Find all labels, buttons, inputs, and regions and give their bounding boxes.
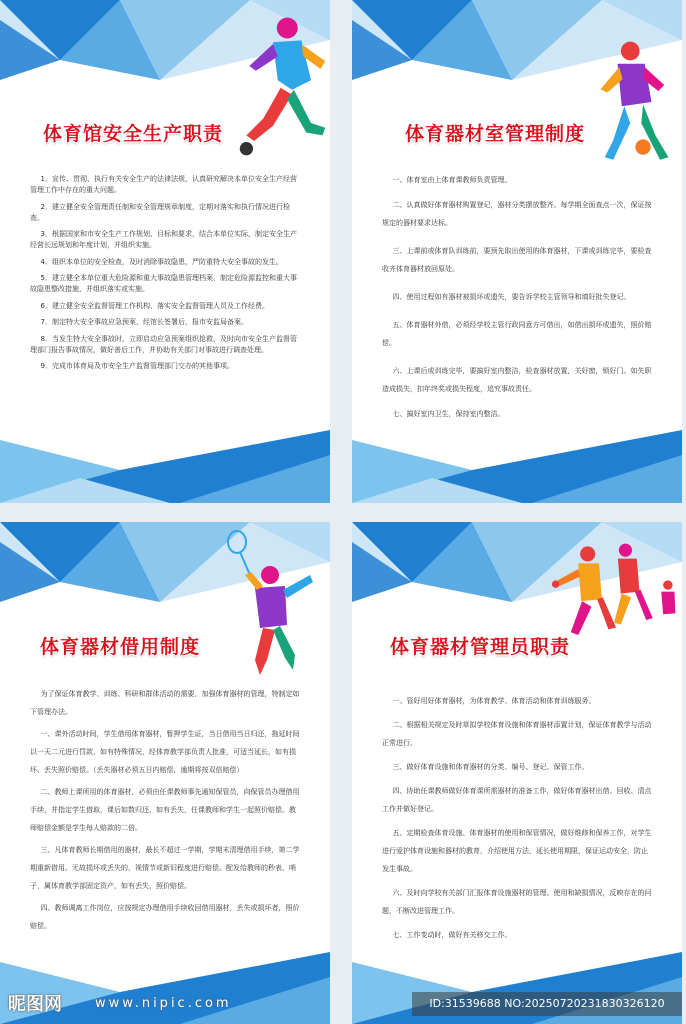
paragraph: 4．组织本单位的安全检查，及时消除事故隐患，严防重特大安全事故的发生。: [40, 257, 283, 266]
paragraph: 5．建立健全本单位重大危险源和重大事故隐患管理档案，制定危险源监控和重大事故隐患整改措施，并组织落实或实施。: [30, 274, 297, 294]
paragraph: 二、认真做好体育器材购置登记，器材分类摆放整齐。每学期全面查点一次，保证按规定的器材要求达标。: [382, 201, 652, 227]
paragraph: 7．制定特大安全事故应急预案，经馆长签署后，报市安监局备案。: [40, 318, 248, 327]
paragraph: 三、做好体育设施和体育器材的分类、编号、登记、保管工作。: [392, 763, 589, 771]
panel-title: 体育馆安全生产职责: [42, 123, 223, 145]
paragraph: 四、协助任课教师做好体育课所需器材的准备工作，做好体育器材出借、回收、清点工作并做好登记。: [382, 787, 652, 813]
paragraph: 四、教师调离工作岗位，应按规定办理借用手续收回借用器材，丢失或损坏者，照价赔偿。: [30, 904, 300, 930]
panel-equipment-borrowing-rules: [0, 522, 330, 1024]
paragraph: 五、定期检查体育设施、体育器材的使用和保管情况，做好维修和保养工作，对学生进行爱护体育设施和器材的教育，介绍使用方法，延长使用期限，保证运动安全，防止发生事故。: [382, 829, 652, 873]
paragraph: 6．建立健全安全监督管理工作机构，落实安全监督管理人员及工作经费。: [40, 301, 269, 310]
paragraph: 一、体育室由上体育课教师负责管理。: [392, 176, 512, 184]
panel-content: [30, 174, 302, 378]
paragraph: 2．建立健全安全管理责任制和安全管理规章制度，定期对落实和执行情况进行检查。: [30, 202, 290, 222]
watermark-id: ID:31539688 NO:20250720231830326120: [412, 992, 682, 1016]
paragraph: 二、根据相关规定及时草拟学校体育设施和体育器材添置计划，保证体育教学与活动正常进行。: [382, 721, 652, 747]
panel-title: 体育器材借用制度: [39, 636, 200, 658]
panel-title: 体育器材管理员职责: [389, 636, 570, 658]
watermark-logo: 昵图网: [8, 994, 62, 1015]
paragraph: 三、凡体育教师长期借用的器材，最长不超过一学期，学期末清理借用手续，第二学期重新借用。无故损坏或丢失的，视情节或新旧程度进行赔偿。配发给教师的秒表、哨子，属体育教学部固定资产，如有丢失，照价赔偿。: [30, 846, 300, 890]
basketball-player-icon: [592, 38, 677, 166]
paragraph: 8．当发生特大安全事故时，立即启动应急预案组织抢救，及时向市安全生产监督管理部门报告事故情况，做好善后工作，并协助有关部门对事故进行调查处理。: [30, 334, 297, 354]
paragraph: 9．完成市体育局及市安全生产监督管理部门交办的其他事项。: [40, 362, 234, 371]
panel-venue-safety: [0, 0, 330, 503]
paragraph: 六、及时向学校有关部门汇报体育设施器材的管理、使用和缺损情况，反映存在的问题，不断改进管理工作。: [382, 889, 652, 915]
paragraph: 四、使用过程如有器材被损坏或遗失，要告诉学校主管领导和填好批失登记。: [392, 293, 631, 301]
paragraph: 五、体育器材外借，必须经学校主管行政同意方可借出，如借出损坏或遗失，照价赔偿。: [382, 321, 652, 347]
panel-equipment-room-rules: [352, 0, 682, 503]
paragraph: 一、管好用好体育器材，为体育教学、体育活动和体育训练服务。: [392, 697, 596, 705]
panel-content: [382, 174, 654, 425]
watermark-url: www.nipic.com: [95, 996, 232, 1011]
panel-content: [30, 685, 302, 940]
paragraph: 七、搞好室内卫生，保持室内整洁。: [392, 410, 505, 418]
paragraph: 七、工作变动时，做好有关移交工作。: [392, 931, 512, 939]
paragraph: 3．根据国家和市安全生产工作规划、目标和要求，结合本单位实际，制定安全生产经营长远规划和年度计划，并组织实施。: [30, 230, 297, 250]
paragraph: 1．宣传、贯彻、执行有关安全生产的法律法规，认真研究解决本单位安全生产经营管理工作中存在的重大问题。: [30, 175, 297, 195]
paragraph: 六、上课后或训练完毕，要搞好室内整洁，检查器材放置，关好窗，锁好门。如失职造成损失，扣年终奖或损失程度，追究事故责任。: [382, 367, 652, 393]
paragraph: 二、教师上课所用的体育器材，必须由任课教师事先通知保管员，向保管员办理借用手续，并指定学生借取，课后如数归还，如有丢失，任课教师和学生一起照价赔偿。教师赔偿金额是学生每人赔款的二倍。: [30, 788, 300, 832]
paragraph: 为了保证体育教学、训练、科研和群体活动的需要，加强体育器材的管理，特制定如下管理办法。: [30, 690, 300, 716]
paragraph: 三、上课前或体育队训练前，要预先取出使用的体育器材，下课或训练完毕，要检查收齐体育器材放回原处。: [382, 247, 652, 273]
panel-content: [382, 692, 654, 949]
panel-equipment-keeper-duties: [352, 522, 682, 1024]
paragraph: 一、课外活动时间，学生借用体育器材，暂押学生证，当日借用当日归还，拖延时间以一天二元进行罚款，如有特殊情况，经体育教学部负责人批准，可适当延长，如有损坏、丢失照价赔偿。（丢失器材必须五日内赔偿，逾期将按双倍赔偿）: [30, 730, 300, 774]
panel-title: 体育器材室管理制度: [404, 123, 585, 145]
